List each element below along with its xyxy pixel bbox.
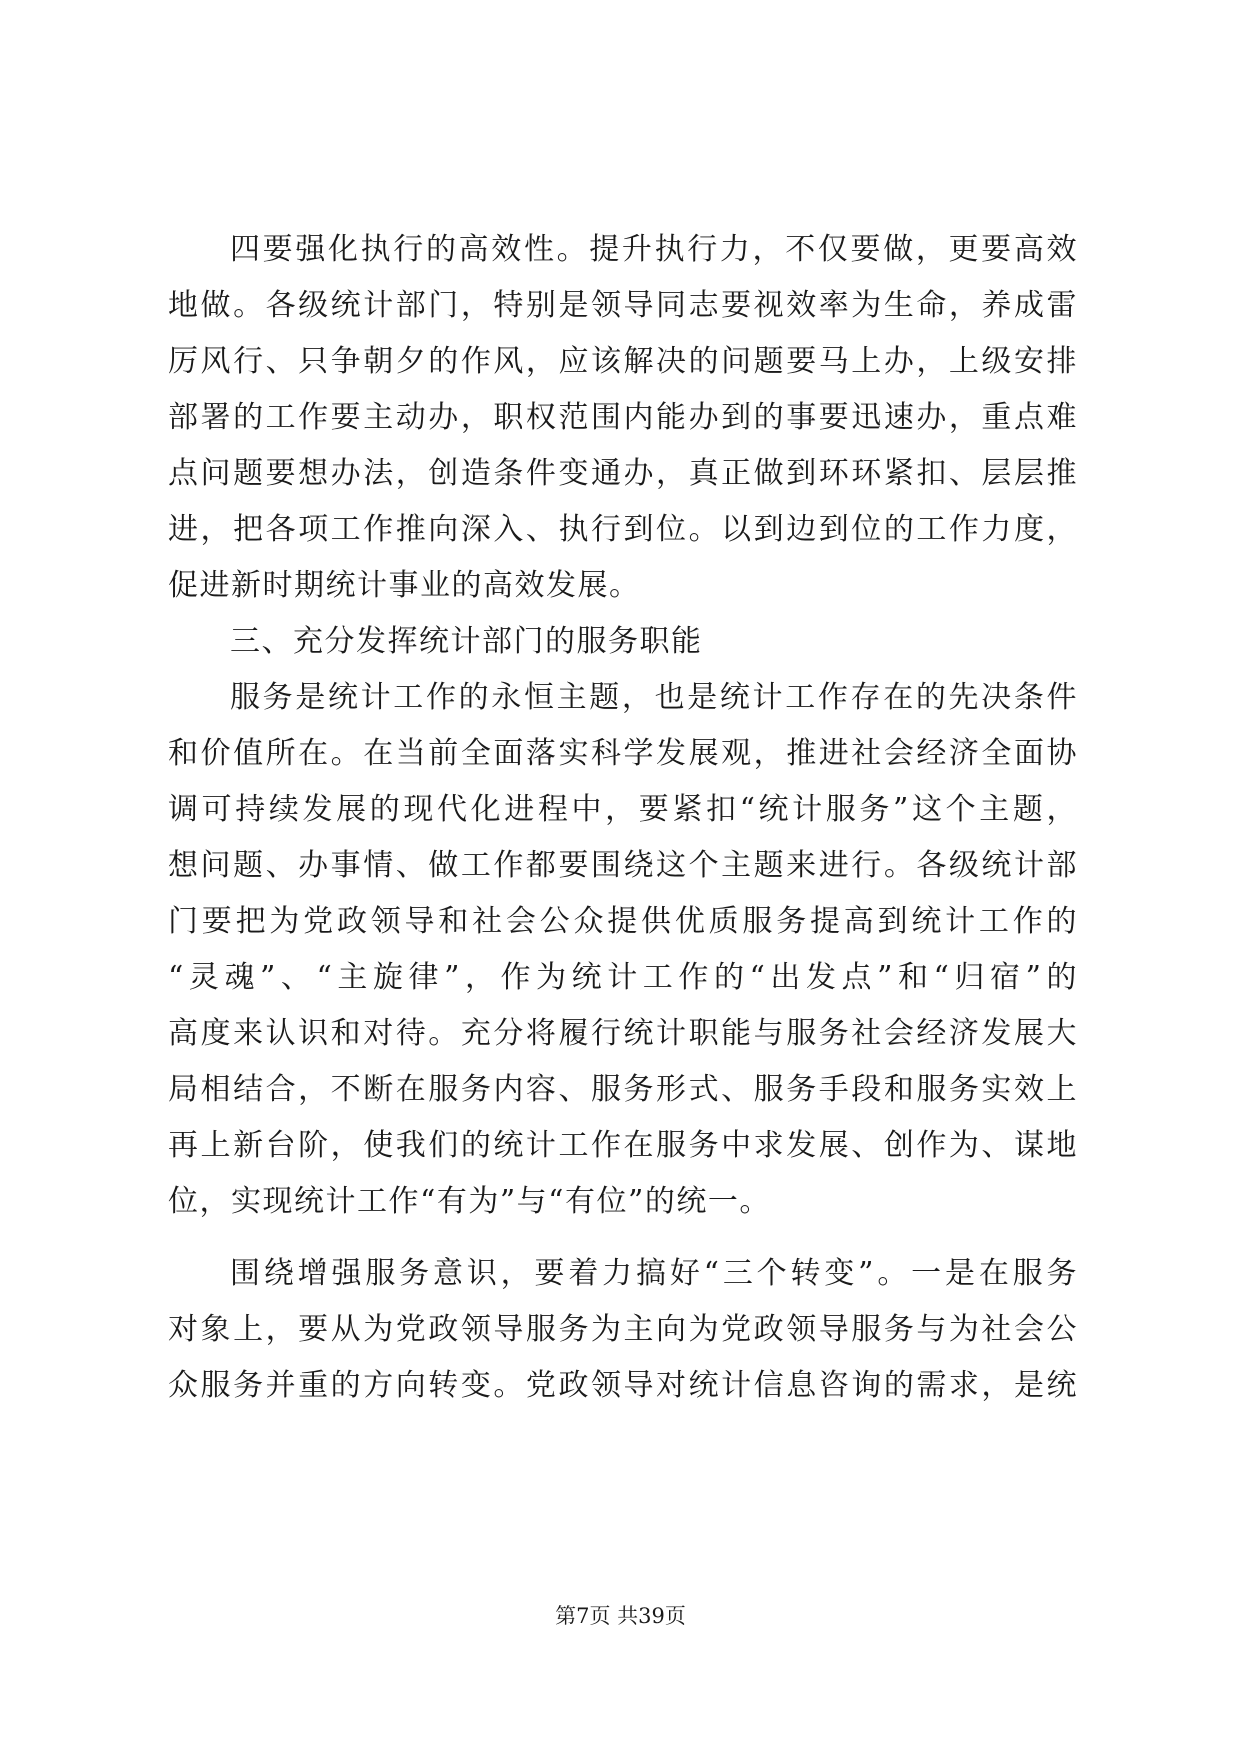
paragraph-line: 围绕增强服务意识，要着力搞好“三个转变”。一是在服务	[230, 1256, 1078, 1291]
paragraph-line: 地做。各级统计部门，特别是领导同志要视效率为生命，养成雷	[168, 288, 1078, 323]
paragraph-line: 想问题、办事情、做工作都要围绕这个主题来进行。各级统计部	[168, 848, 1078, 883]
paragraph-line: 调可持续发展的现代化进程中，要紧扣“统计服务”这个主题，	[168, 792, 1078, 827]
paragraph-line: 对象上，要从为党政领导服务为主向为党政领导服务与为社会公	[168, 1312, 1078, 1347]
section-heading: 三、充分发挥统计部门的服务职能	[230, 624, 703, 659]
paragraph-line: 进，把各项工作推向深入、执行到位。以到边到位的工作力度，	[168, 512, 1078, 547]
paragraph-line: 厉风行、只争朝夕的作风，应该解决的问题要马上办，上级安排	[168, 344, 1078, 379]
paragraph-line: 点问题要想办法，创造条件变通办，真正做到环环紧扣、层层推	[168, 456, 1078, 491]
paragraph-line: 服务是统计工作的永恒主题，也是统计工作存在的先决条件	[230, 680, 1078, 715]
paragraph-line: 位，实现统计工作“有为”与“有位”的统一。	[168, 1184, 771, 1219]
paragraph-line: 部署的工作要主动办，职权范围内能办到的事要迅速办，重点难	[168, 400, 1078, 435]
paragraph-line: “灵魂”、“主旋律”，作为统计工作的“出发点”和“归宿”的	[168, 960, 1078, 995]
paragraph-line: 四要强化执行的高效性。提升执行力，不仅要做，更要高效	[230, 232, 1078, 267]
page-footer: 第7页 共39页	[555, 1604, 686, 1628]
paragraph-line: 高度来认识和对待。充分将履行统计职能与服务社会经济发展大	[168, 1016, 1078, 1051]
paragraph-line: 门要把为党政领导和社会公众提供优质服务提高到统计工作的	[168, 904, 1078, 939]
paragraph-line: 和价值所在。在当前全面落实科学发展观，推进社会经济全面协	[168, 736, 1078, 771]
paragraph-line: 众服务并重的方向转变。党政领导对统计信息咨询的需求，是统	[168, 1368, 1078, 1403]
paragraph-line: 再上新台阶，使我们的统计工作在服务中求发展、创作为、谋地	[168, 1128, 1078, 1163]
paragraph-line: 局相结合，不断在服务内容、服务形式、服务手段和服务实效上	[168, 1072, 1078, 1107]
paragraph-line: 促进新时期统计事业的高效发展。	[168, 568, 641, 603]
